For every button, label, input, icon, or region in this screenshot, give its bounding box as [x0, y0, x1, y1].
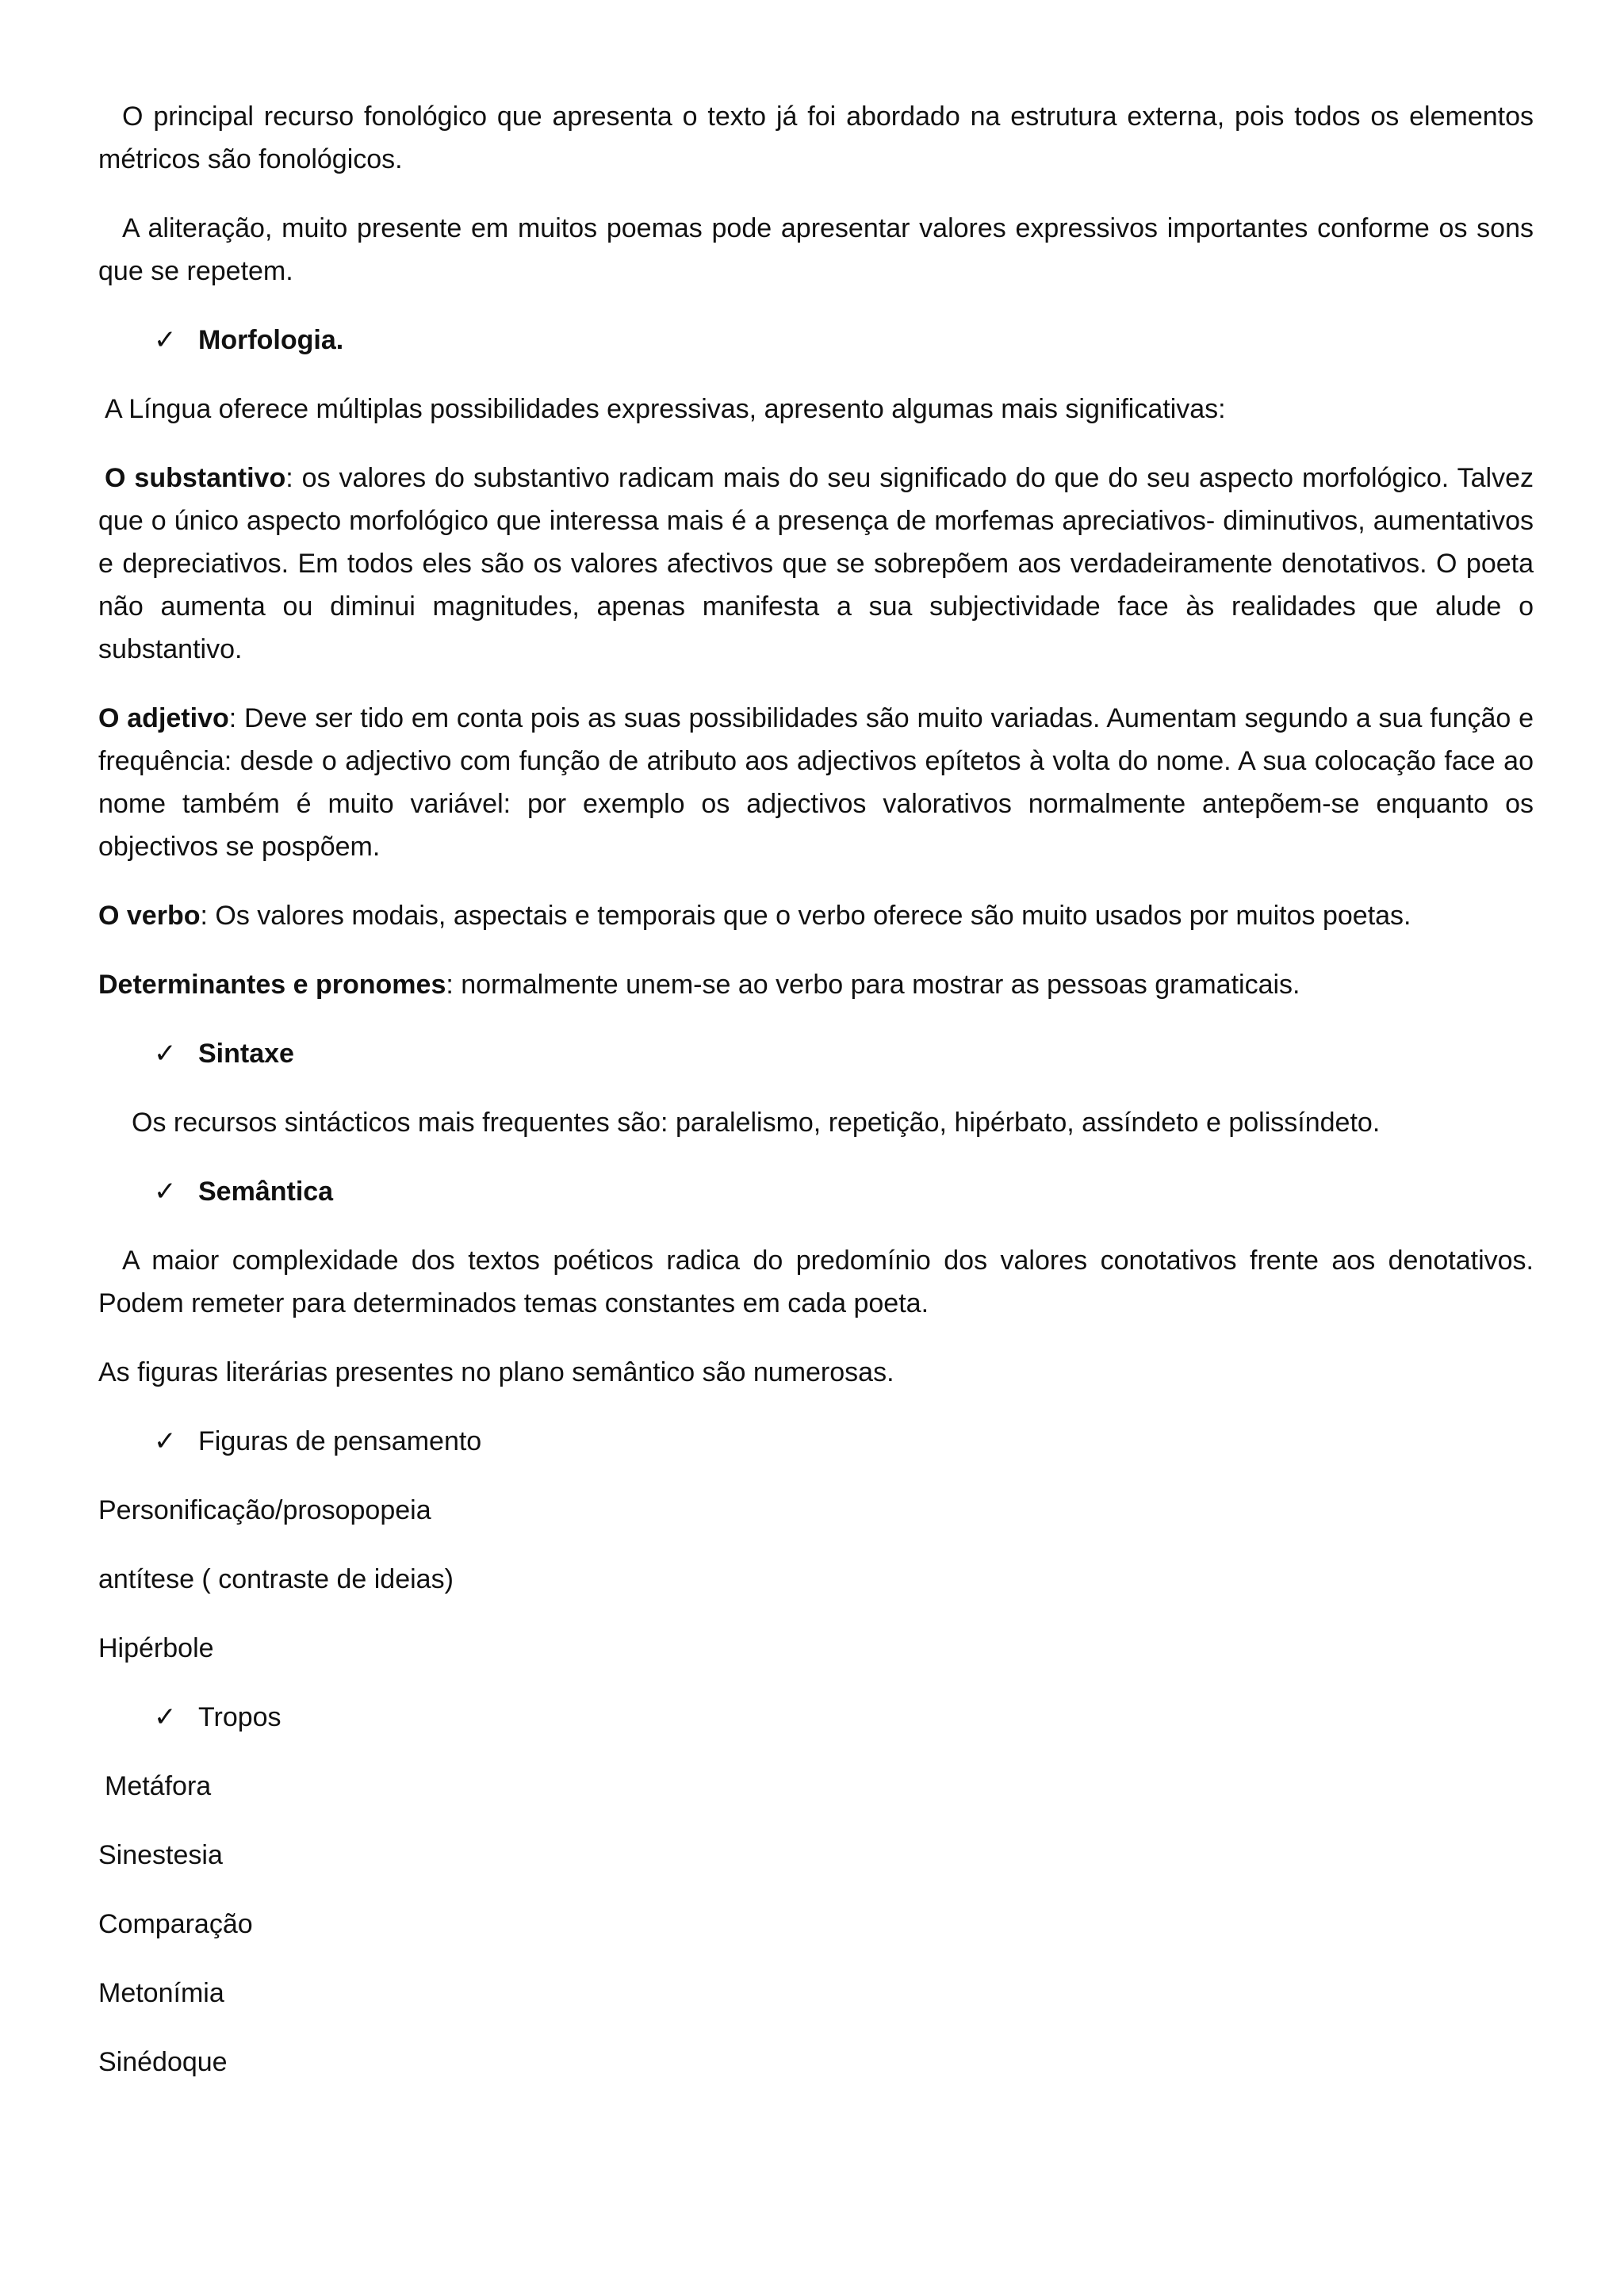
- heading-tropos: [98, 1696, 1534, 1739]
- paragraph-fonologia: O principal recurso fonológico que apresenta o texto já foi abordado na estrutura externa, pois todos os elementos métricos são fonológicos.: [98, 101, 1534, 174]
- paragraph-determinantes: [98, 963, 1534, 1006]
- checkmark-icon: ✓: [154, 324, 177, 356]
- paragraph-sintaxe: Os recursos sintácticos mais frequentes são: paralelismo, repetição, hipérbato, assíndeto e polissíndeto.: [132, 1108, 1381, 1138]
- paragraph-substantivo: [98, 457, 1534, 671]
- term-substantivo: O substantivo: [105, 463, 286, 493]
- document-page: [98, 95, 1534, 2110]
- term-determinantes: Determinantes e pronomes: [98, 970, 446, 1000]
- text-verbo: : Os valores modais, aspectais e temporais que o verbo oferece são muito usados por muitos poetas.: [200, 901, 1411, 931]
- list-item: antítese ( contraste de ideias): [98, 1564, 454, 1594]
- term-verbo: O verbo: [98, 901, 201, 931]
- list-item: Metonímia: [98, 1978, 224, 2008]
- heading-tropos-label: Tropos: [198, 1702, 282, 1732]
- heading-figuras-label: Figuras de pensamento: [198, 1426, 482, 1456]
- checkmark-icon: ✓: [154, 1425, 177, 1457]
- text-determinantes: : normalmente unem-se ao verbo para mostrar as pessoas gramaticais.: [446, 970, 1300, 1000]
- paragraph-aliteracao: A aliteração, muito presente em muitos poemas pode apresentar valores expressivos importantes conforme os sons que se repetem.: [98, 213, 1534, 286]
- list-item: Hipérbole: [98, 1633, 214, 1663]
- heading-sintaxe: [98, 1032, 1534, 1075]
- heading-morfologia: [98, 319, 1534, 362]
- checkmark-icon: ✓: [154, 1176, 177, 1207]
- paragraph-verbo: [98, 894, 1534, 937]
- list-item: Personificação/prosopopeia: [98, 1495, 431, 1525]
- heading-sintaxe-label: Sintaxe: [198, 1039, 294, 1069]
- list-item: Metáfora: [105, 1771, 212, 1801]
- paragraph-figuras-intro: As figuras literárias presentes no plano semântico são numerosas.: [98, 1357, 894, 1387]
- term-adjetivo: O adjetivo: [98, 703, 229, 733]
- text-substantivo: : os valores do substantivo radicam mais do seu significado do que do seu aspecto morfológico. Talvez que o único aspecto morfológico que interessa mais é a presença de morfemas apreciativos- diminutivos, aumentativos e depreciativos. Em todos eles são os valores afectivos que se sobrepõem aos verdadeiramente denotativos. O poeta não aumenta ou diminui magnitudes, apenas manifesta a sua subjectividade face às realidades que alude o substantivo.: [98, 463, 1534, 664]
- heading-semantica: [98, 1170, 1534, 1213]
- checkmark-icon: ✓: [154, 1038, 177, 1070]
- paragraph-semantica: A maior complexidade dos textos poéticos radica do predomínio dos valores conotativos frente aos denotativos. Podem remeter para determinados temas constantes em cada poeta.: [98, 1246, 1534, 1318]
- list-item: Sinestesia: [98, 1840, 223, 1870]
- heading-semantica-label: Semântica: [198, 1177, 334, 1207]
- heading-figuras: [98, 1420, 1534, 1463]
- list-item: Sinédoque: [98, 2047, 228, 2077]
- paragraph-adjetivo: [98, 697, 1534, 868]
- text-adjetivo: : Deve ser tido em conta pois as suas possibilidades são muito variadas. Aumentam segundo a sua função e frequência: desde o adjectivo com função de atributo aos adjectivos epítetos à volta do nome. A sua colocação face ao nome também é muito variável: por exemplo os adjectivos valorativos normalmente antepõem-se enquanto os objectivos se pospõem.: [98, 703, 1534, 862]
- paragraph-lingua: A Língua oferece múltiplas possibilidades expressivas, apresento algumas mais significativas:: [105, 394, 1226, 424]
- list-item: Comparação: [98, 1909, 253, 1939]
- heading-morfologia-label: Morfologia.: [198, 325, 344, 355]
- checkmark-icon: ✓: [154, 1701, 177, 1733]
